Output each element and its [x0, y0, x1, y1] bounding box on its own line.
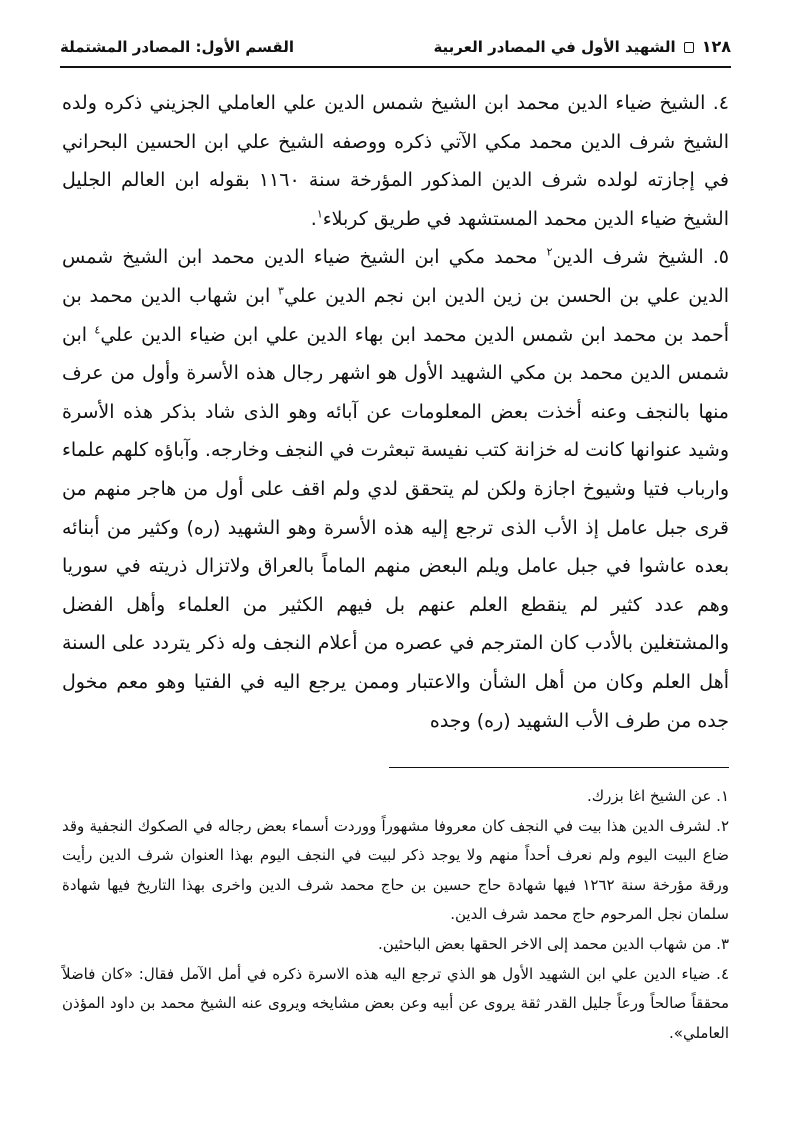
paragraph-4-text: ٤. الشيخ ضياء الدين محمد ابن الشيخ شمس الدين علي العاملي الجزيني ذكره ولده الشيخ شرف الدين محمد مكي الآتي ذكره ووصفه الشيخ علي ابن الحسين البحراني في إجازته لولده شرف الدين المذكور المؤرخة سنة ١١٦٠ بقوله ابن العالم الجليل الشيخ ضياء الدين محمد المستشهد في طريق كربلاء — [62, 92, 729, 230]
footnote-divider — [389, 767, 729, 768]
square-ornament-icon — [684, 42, 694, 53]
paragraph-4-end: . — [310, 207, 317, 230]
footnote-3: ٣. من شهاب الدين محمد إلى الاخر الحقها بعض الباحثين. — [378, 934, 729, 953]
paragraph-5-part-a: ٥. الشيخ شرف الدين — [552, 246, 729, 269]
footnote-4: ٤. ضياء الدين علي ابن الشهيد الأول هو الذي ترجع اليه هذه الاسرة ذكره في أمل الآمل فقال: «كان فاضلاً محققاً صالحاً ورعاً جليل القدر ثقة يروى عن أبيه وعن بعض مشايخه ويروى عنه الشيخ محمد بن داود المؤذن العاملي». — [62, 964, 729, 1042]
footnote-2: ٢. لشرف الدين هذا بيت في النجف كان معروفا مشهوراً ووردت أسماء بعض رجاله في الصكوك النجفية وقد ضاع البيت اليوم ولم نعرف أحداً منهم ولا يوجد ذكر لبيت في النجف اليوم بهذا العنوان شرف الدين رأيت ورقة مؤرخة سنة ١٢٦٢ فيها شهادة حاج حسين بن حاج محمد شرف الدين واخرى بهذا التاريخ فيها شهادة سلمان نجل المرحوم حاج محمد شرف الدين. — [62, 816, 730, 924]
footnote-ref-4: ٤ — [94, 323, 101, 337]
header-right-group — [433, 39, 731, 55]
footnote-1: ١. عن الشيخ اغا بزرك. — [586, 787, 729, 805]
section-title: القسم الأول: المصادر المشتملة — [60, 37, 294, 56]
header-divider — [60, 66, 731, 68]
footnote-ref-1: ١ — [316, 207, 323, 221]
main-text — [62, 84, 729, 740]
paragraph-5 — [62, 238, 729, 740]
footnotes — [62, 782, 729, 1048]
paragraph-5-part-b: محمد مكي ابن الشيخ ضياء الدين محمد ابن الشيخ شمس الدين علي بن الحسن بن زين الدين ابن نجم الدين علي — [62, 246, 729, 307]
running-header — [60, 30, 731, 64]
footnote-ref-2: ٢ — [546, 246, 553, 260]
page-number: ١٢٨ — [701, 37, 731, 56]
chapter-title: الشهيد الأول في المصادر العربية — [433, 37, 676, 56]
footnote-ref-3: ٣ — [278, 284, 284, 298]
paragraph-5-part-c: ابن شهاب الدين محمد بن أحمد بن محمد ابن شمس الدين محمد ابن بهاء الدين علي ابن ضياء الدين علي — [62, 284, 729, 346]
paragraph-5-part-d: ابن شمس الدين محمد بن مكي الشهيد الأول هو اشهر رجال هذه الأسرة وأول من عرف منها بالنجف وعنه أخذت بعض المعلومات عن آبائه وهو الذى شاد بذكر هذه الأسرة وشيد عنوانها كانت له خزانة كتب نفيسة تبعثرت في النجف وخارجه. وآباؤه كلهم علماء وارباب فتيا وشيوخ اجازة ولكن لم يتحقق لدي ولم اقف على أول من هاجر منهم من قرى جبل عامل إذ الأب الذى ترجع إليه هذه الأسرة وهو الشهيد (ره) وكثير من أبنائه بعده عاشوا في جبل عامل ويلم البعض منهم الماماً بالعراق ولاتزال ذريته في سوريا وهم عدد كثير لم ينقطع العلم عنهم بل فيهم الكثير من العلماء وأهل الفضل والمشتغلين بالأدب كان المترجم في عصره من أعلام النجف وله ذكر يتردد على السنة أهل العلم وكان من أهل الشأن والاعتبار وممن يرجع اليه في الفتيا وهو معم مخول جده من طرف الأب الشهيد (ره) وجده — [62, 323, 729, 732]
paragraph-4 — [62, 84, 729, 238]
